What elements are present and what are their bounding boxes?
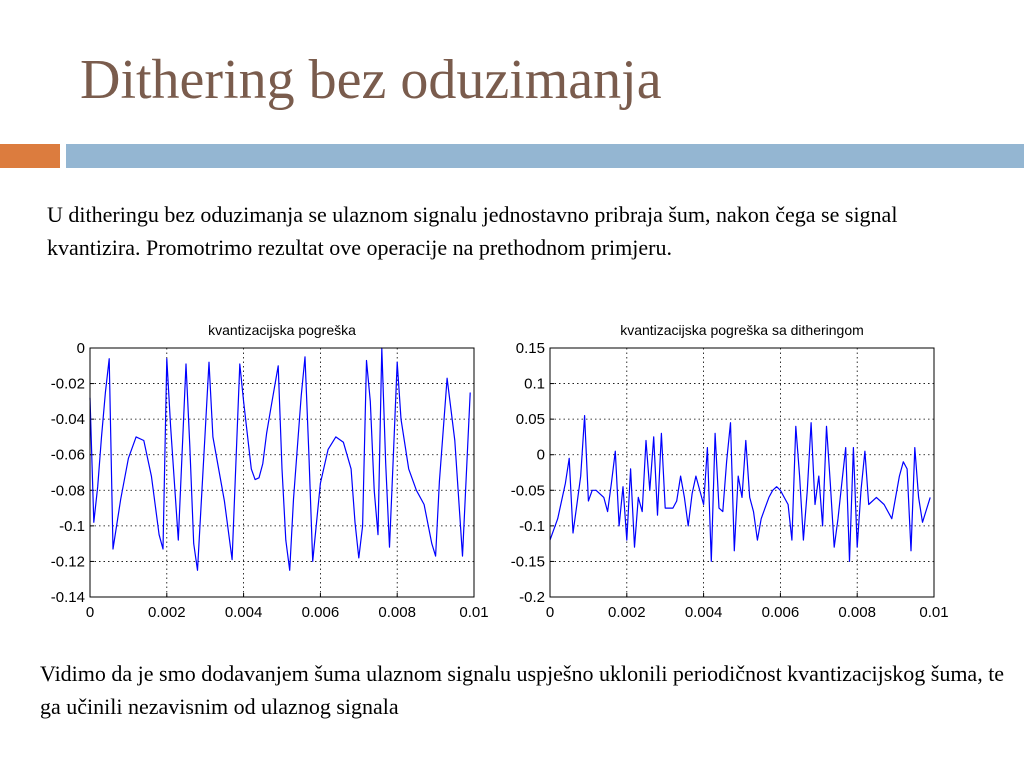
chart-title: kvantizacijska pogreška sa ditheringom (620, 322, 864, 338)
x-tick-label: 0.006 (761, 604, 800, 621)
plot-area (550, 348, 934, 597)
y-tick-label: 0.05 (515, 411, 545, 429)
x-tick-label: 0.008 (838, 604, 876, 621)
y-tick-label: -0.1 (59, 517, 85, 535)
y-tick-label: 0 (76, 340, 85, 357)
x-tick-label: 0 (85, 604, 95, 621)
chart-quantization-error-dithered (490, 312, 960, 622)
y-tick-label: -0.06 (50, 446, 85, 464)
x-tick-label: 0.008 (378, 604, 416, 621)
x-tick-label: 0.01 (919, 604, 949, 621)
y-tick-label: -0.12 (50, 553, 85, 571)
y-tick-label: 0 (536, 446, 545, 464)
y-tick-label: 0.15 (515, 340, 545, 357)
x-tick-label: 0.004 (684, 604, 723, 621)
conclusion-paragraph: Vidimo da je smo dodavanjem šuma ulaznom signalu uspješno uklonili periodičnost kvantizacijskog šuma, te ga učinili nezavisnim od ulaznog signala (40, 661, 1005, 719)
y-tick-label: -0.04 (50, 411, 85, 429)
x-tick-label: 0 (545, 604, 555, 621)
x-tick-label: 0.006 (301, 604, 340, 621)
x-tick-label: 0.002 (608, 604, 646, 621)
chart-title: kvantizacijska pogreška (208, 322, 356, 338)
y-tick-label: -0.05 (510, 482, 545, 500)
y-tick-label: -0.08 (50, 482, 85, 500)
y-tick-label: -0.02 (50, 375, 85, 393)
chart-quantization-error (30, 312, 500, 622)
y-tick-label: -0.14 (50, 589, 85, 606)
y-tick-label: -0.1 (519, 517, 545, 535)
intro-paragraph: U ditheringu bez oduzimanja se ulaznom signalu jednostavno pribraja šum, nakon čega se signal kvantizira. Promotrimo rezultat ove operacije na prethodnom primjeru. (47, 202, 898, 260)
y-tick-label: -0.2 (519, 589, 545, 606)
x-tick-label: 0.004 (224, 604, 263, 621)
x-tick-label: 0.002 (148, 604, 186, 621)
x-tick-label: 0.01 (459, 604, 489, 621)
slide-title: Dithering bez oduzimanja (80, 49, 662, 111)
y-tick-label: -0.15 (510, 553, 545, 571)
accent-bar-orange (0, 144, 60, 168)
y-tick-label: 0.1 (524, 375, 545, 393)
accent-bar-blue (66, 144, 1024, 168)
